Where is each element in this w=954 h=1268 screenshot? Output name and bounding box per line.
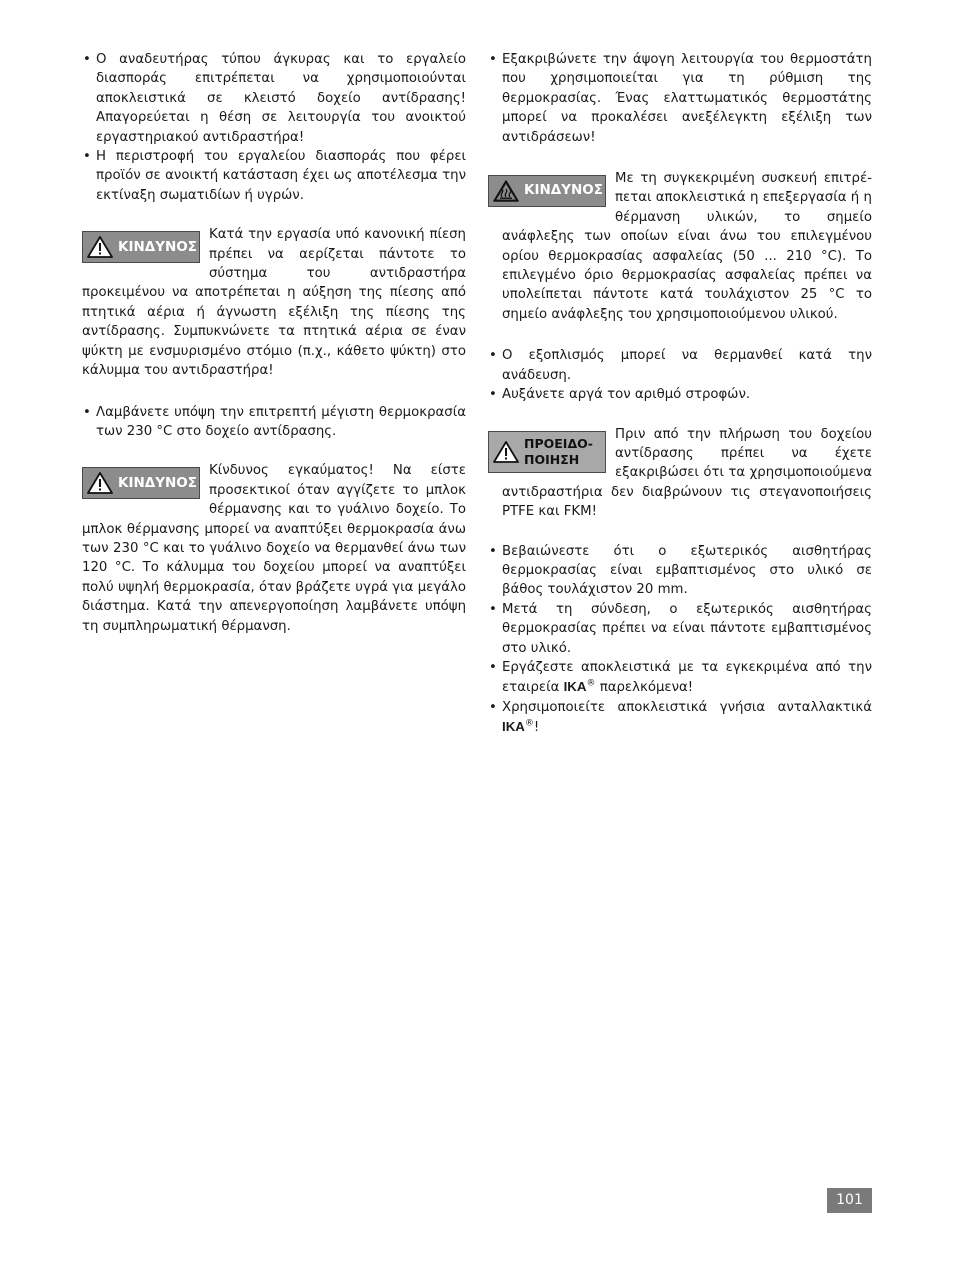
caution-notice-text: Πριν από την πλήρωση του δοχείου αντίδρασης πρέπει να έχετε εξακριβώσει ότι τα χρησιμοποιούμενα αντιδραστήρια δεν διαβρώνουν τις στεγανοποιήσεις PTFE και FKM! (502, 426, 872, 520)
list-item (488, 698, 872, 738)
list-item: • Λαμβάνετε υπόψη την επιτρεπτή μέγιστη θερμοκρασία των 230 °C στο δοχείο αντίδρασης. (82, 403, 466, 442)
list-item: • Η περιστροφή του εργαλείου διασποράς που φέρει προϊόν σε ανοικτή κατάσταση έχει ως αποτέλεσμα την εκτίναξη σωματιδίων ή υγρών. (82, 147, 466, 205)
list-item: • Ο αναδευτήρας τύπου άγκυρας και το εργαλείο διασποράς επιτρέπεται να χρησιμοποιούνται αποκλειστικά σε κλειστό δοχείο αντίδρασης! Απαγορεύεται η θέση σε λειτουργία του ανοικτού εργαστηριακού αντιδραστήρα! (82, 50, 466, 147)
left-column (82, 50, 466, 636)
list-item: • Εξακριβώνετε την άψογη λειτουργία του θερμοστάτη που χρησιμοποιείται για τη ρύθμιση της θερμοκρασίας. Ένας ελαττωματικός θερμοστάτης μπορεί να προκαλέσει ανεξέλεγκτη εξέλιξη των αντιδράσεων! (488, 50, 872, 147)
caution-notice-seals (488, 425, 872, 522)
ika-brand: IKA (502, 719, 525, 735)
left-top-bullets (82, 50, 466, 205)
warning-triangle-icon (87, 471, 113, 495)
left-mid-bullets (82, 403, 466, 442)
list-item: • Ο εξοπλισμός μπορεί να θερμανθεί κατά την ανάδευση. (488, 346, 872, 385)
ika-text-before: Χρησιμοποιείτε αποκλειστικά γνήσια ανταλλακτικά (502, 699, 872, 715)
caution-label-line1: ΠΡΟΕΙΔΟ- (524, 435, 593, 451)
danger-notice-pressure (82, 225, 466, 380)
ika-brand: IKA (563, 679, 587, 695)
list-item: • Βεβαιώνεστε ότι ο εξωτερικός αισθητήρας θερμοκρασίας είναι εμβαπτισμένος στο υλικό σε βάθος τουλάχιστον 20 mm. (488, 542, 872, 600)
danger-label-text: ΚΙΝΔΥΝΟΣ (524, 182, 604, 199)
caution-label-line2: ΠΟΙΗΣΗ (524, 451, 580, 467)
caution-label-text (524, 436, 593, 468)
danger-notice-text: Κίνδυνος εγκαύματος! Να είστε προσεκτικοί όταν αγγίζετε το μπλοκ θέρμανσης και το γυάλινο δοχείο. Το μπλοκ θέρμανσης μπορεί να αναπτύξει θερμοκρασία άνω των 230 °C και το γυάλινο δοχείο να θερμανθεί άνω των 120 °C. Το κάλυμμα του δοχείου μπορεί να αναπτύξει πολύ υψηλή θερμοκρασία, όταν βράζετε υγρά για μεγάλο διάστημα. Κατά την απενεργοποίηση λαμβάνετε υπόψη τη συμπληρωματική θέρμανση. (82, 463, 466, 634)
right-column (488, 50, 872, 738)
warning-triangle-icon (87, 235, 113, 259)
right-bottom-bullets (488, 542, 872, 738)
ika-text-after: παρελκόμενα! (595, 680, 694, 696)
registered-mark: ® (586, 678, 596, 689)
danger-label-text: ΚΙΝΔΥΝΟΣ (118, 474, 198, 491)
ika-text-before: Εργάζεστε αποκλειστικά με τα εγκεκριμένα από την εταιρεία (502, 659, 872, 696)
hot-surface-warning-icon (493, 179, 519, 203)
danger-label (488, 175, 606, 207)
warning-triangle-icon (493, 440, 519, 464)
right-mid-bullets (488, 346, 872, 404)
list-item: • Μετά τη σύνδεση, ο εξωτερικός αισθητήρας θερμοκρασίας πρέπει να είναι πάντοτε εμβαπτισμένος στο υλικό. (488, 600, 872, 658)
list-item (488, 658, 872, 698)
page-number: 101 (827, 1188, 872, 1213)
caution-label (488, 431, 606, 473)
registered-mark: ® (524, 718, 534, 729)
danger-notice-text: Κατά την εργασία υπό κανονική πίεση πρέπει να αερίζεται πάντοτε το σύστημα του αντιδραστήρα προκειμένου να αποτρέπεται η αύξηση της πίεσης από πτητικά αέρια ή άγνωστη εξέλιξη της πίεσης της αντίδρασης. Συμπυκνώνετε τα πτητικά αέρια σε έναν ψύκτη με ενσμυρισμένο στόμιο (π.χ., κάθετο ψύκτη) στο κάλυμμα του αντιδραστήρα! (82, 227, 466, 379)
danger-notice-burn (82, 461, 466, 636)
list-item: • Αυξάνετε αργά τον αριθμό στροφών. (488, 385, 872, 404)
danger-label (82, 467, 200, 499)
danger-notice-text: Με τη συγκεκριμένη συσκευή επιτρέπεται αποκλειστικά η επεξεργασία ή η θέρμανση υλικών, το σημείο ανάφλεξης των οποίων είναι άνω του επιλεγμένου ορίου θερμοκρασίας ασφαλείας (50 ... 210 °C). Το επιλεγμένο όριο θερμοκρασίας ασφαλείας πρέπει να υπολείπεται πάντοτε κατά τουλάχιστον 25 °C το σημείο ανάφλεξης του χρησιμοποιούμενου υλικού. (502, 171, 872, 322)
danger-notice-flash-point (488, 169, 872, 324)
right-top-bullets (488, 50, 872, 147)
danger-label-text: ΚΙΝΔΥΝΟΣ (118, 238, 198, 255)
ika-text-after: ! (533, 720, 540, 736)
danger-label (82, 231, 200, 263)
